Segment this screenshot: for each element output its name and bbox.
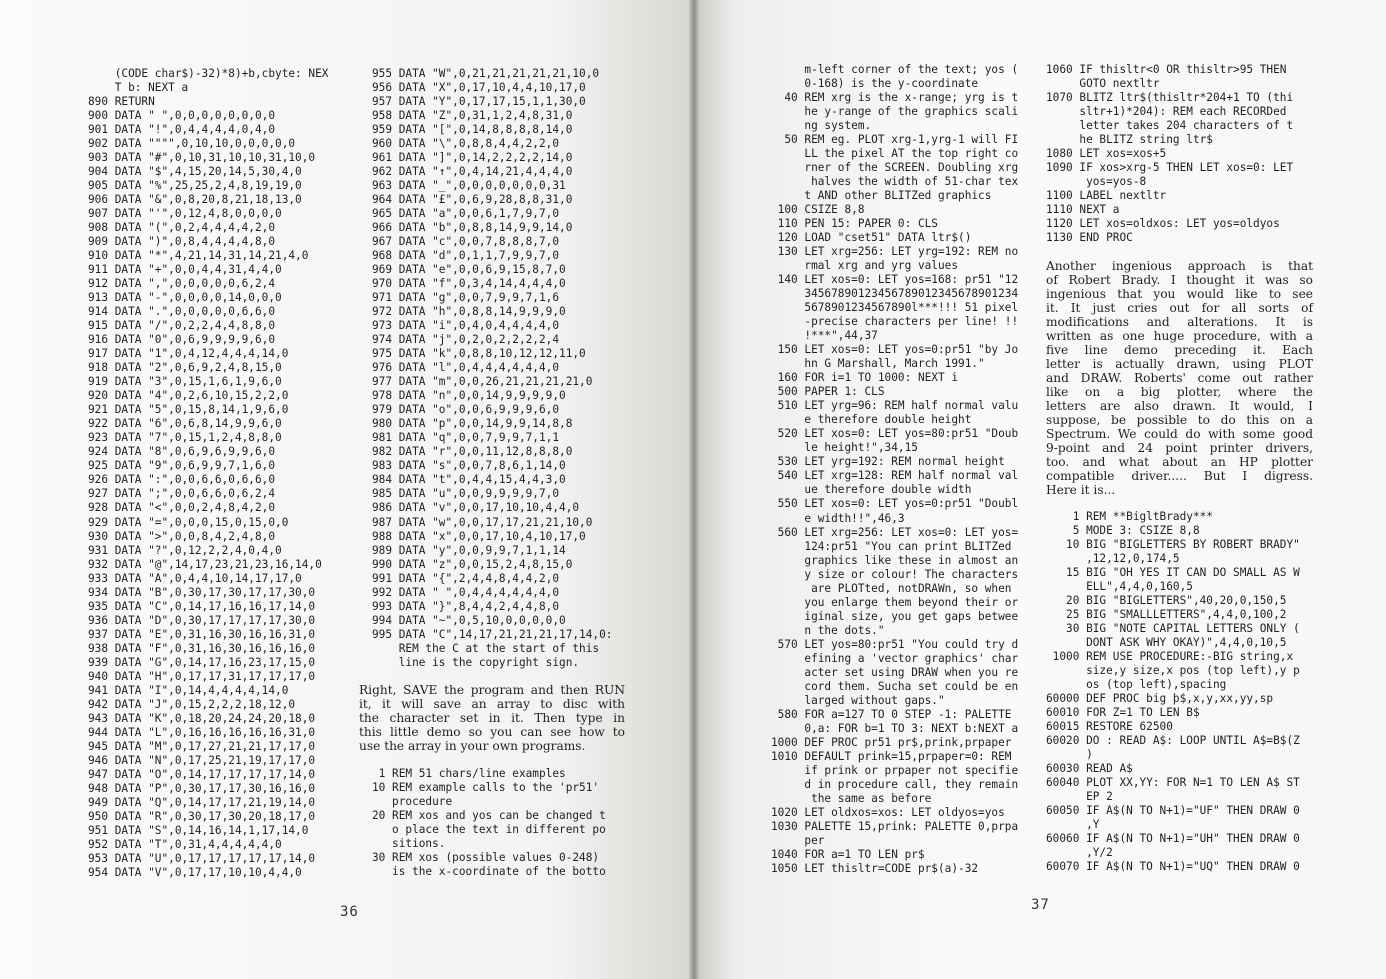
text-line: 40 REM xrg is the x-range; yrg is t	[771, 91, 1019, 105]
text-line: 931 DATA "?",0,12,2,2,4,0,4,0	[88, 543, 282, 557]
text-line: ingenious that you would like to see	[1046, 287, 1313, 302]
left-prose-paragraph	[359, 683, 625, 753]
text-line: 977 DATA "m",0,0,26,21,21,21,21,0	[372, 375, 593, 389]
text-line: 500 PAPER 1: CLS	[771, 385, 885, 399]
text-line: 914 DATA ".",0,0,0,0,0,6,6,0	[88, 305, 276, 319]
text-line: 60010 FOR Z=1 TO LEN B$	[1046, 706, 1200, 720]
text-line: 970 DATA "f",0,3,4,14,4,4,4,0	[372, 277, 566, 291]
text-line: GOTO nextltr	[1046, 77, 1160, 91]
text-line: 961 DATA "]",0,14,2,2,2,2,14,0	[372, 151, 573, 165]
text-line: 910 DATA "*",4,21,14,31,14,21,4,0	[88, 249, 309, 263]
text-line: 939 DATA "G",0,14,17,16,23,17,15,0	[88, 655, 316, 669]
left-code-column-1	[88, 67, 360, 880]
text-line: 980 DATA "p",0,0,14,9,9,14,8,8	[372, 417, 573, 431]
text-line: 947 DATA "O",0,14,17,17,17,17,14,0	[88, 767, 316, 781]
text-line: 912 DATA ",",0,0,0,0,0,6,2,4	[88, 277, 276, 291]
text-line: n the dots."	[771, 623, 885, 637]
text-line: 60000 DEF PROC big þ$,x,y,xx,yy,sp	[1046, 692, 1274, 706]
text-line: 520 LET xos=0: LET yos=80:pr51 "Doub	[771, 427, 1019, 441]
text-line: 988 DATA "x",0,0,17,10,4,10,17,0	[372, 529, 586, 543]
text-line: of Robert Brady. I thought it was so	[1046, 273, 1313, 288]
text-line: ,12,12,0,174,5	[1046, 552, 1180, 566]
text-line: 60060 IF A$(N TO N+1)="UH" THEN DRAW 0	[1046, 832, 1300, 846]
text-line: os (top left),spacing	[1046, 678, 1227, 692]
text-line: 10 BIG "BIGLETTERS BY ROBERT BRADY"	[1046, 538, 1300, 552]
text-line: 923 DATA "7",0,15,1,2,4,8,8,0	[88, 431, 282, 445]
text-line: sitions.	[372, 837, 446, 851]
text-line: 900 DATA " ",0,0,0,0,0,0,0,0	[88, 109, 276, 123]
text-line: 956 DATA "X",0,17,10,4,4,10,17,0	[372, 81, 586, 95]
text-line: 964 DATA "£",0,6,9,28,8,8,31,0	[372, 193, 573, 207]
text-line: 953 DATA "U",0,17,17,17,17,17,14,0	[88, 851, 316, 865]
text-line: 1130 END PROC	[1046, 231, 1133, 245]
text-line: per	[771, 833, 825, 847]
text-line: )	[1046, 748, 1093, 762]
text-line: 969 DATA "e",0,0,6,9,15,8,7,0	[372, 263, 566, 277]
text-line: 944 DATA "L",0,16,16,16,16,16,31,0	[88, 725, 316, 739]
text-line: letter takes 204 characters of t	[1046, 119, 1294, 133]
text-line: 932 DATA "@",14,17,23,21,23,16,14,0	[88, 557, 322, 571]
text-line: ,Y/2	[1046, 846, 1113, 860]
text-line: 1000 REM USE PROCEDURE:-BIG string,x	[1046, 650, 1294, 664]
text-line: y size or colour! The characters	[771, 567, 1019, 581]
text-line: 1 REM **BigltBrady***	[1046, 510, 1213, 523]
text-line: ELL",4,4,0,160,5	[1046, 580, 1193, 594]
text-line: 34567890123456789012345678901234	[771, 287, 1019, 301]
text-line: 934 DATA "B",0,30,17,30,17,17,30,0	[88, 585, 316, 599]
text-line: 966 DATA "b",0,8,8,14,9,9,14,0	[372, 221, 573, 235]
right-code-column-2	[1046, 63, 1346, 245]
text-line: the character set in it. Then type in	[359, 711, 625, 726]
text-line: m-left corner of the text; yos (	[771, 63, 1019, 76]
text-line: 925 DATA "9",0,6,9,9,7,1,6,0	[88, 459, 276, 473]
text-line: 1010 DEFAULT prink=15,prpaper=0: REM	[771, 749, 1012, 763]
text-line: 560 LET xrg=256: LET xos=0: LET yos=	[771, 525, 1019, 539]
text-line: halves the width of 51-char tex	[771, 175, 1019, 189]
text-line: DONT ASK WHY OKAY)",4,4,0,10,5	[1046, 636, 1287, 650]
text-line: procedure	[372, 795, 453, 809]
text-line: letters are also drawn. It would, I	[1046, 399, 1313, 414]
text-line: 983 DATA "s",0,0,7,8,6,1,14,0	[372, 459, 566, 473]
text-line: 950 DATA "R",0,30,17,30,20,18,17,0	[88, 809, 316, 823]
text-line: 965 DATA "a",0,0,6,1,7,9,7,0	[372, 207, 560, 221]
text-line: 1070 BLITZ ltr$(thisltr*204+1 TO (thi	[1046, 91, 1294, 105]
text-line: 917 DATA "1",0,4,12,4,4,4,14,0	[88, 347, 289, 361]
text-line: 100 CSIZE 8,8	[771, 203, 865, 217]
text-line: 945 DATA "M",0,17,27,21,21,17,17,0	[88, 739, 316, 753]
text-line: larged without gaps."	[771, 693, 945, 707]
text-line: 903 DATA "#",0,10,31,10,10,31,10,0	[88, 151, 316, 165]
text-line: acter set using DRAW when you re	[771, 665, 1019, 679]
text-line: 530 LET yrg=192: REM normal height	[771, 455, 1005, 469]
text-line: 984 DATA "t",0,4,4,15,4,4,3,0	[372, 473, 566, 487]
text-line: 15 BIG "OH YES IT CAN DO SMALL AS W	[1046, 566, 1300, 580]
left-code-listing-demo	[372, 767, 672, 879]
text-line: this little demo so you can see how to	[359, 725, 625, 740]
text-line: 963 DATA "_",0,0,0,0,0,0,0,31	[372, 179, 566, 193]
text-line: modifications and alterations. It is	[1046, 315, 1313, 330]
text-line: 5 MODE 3: CSIZE 8,8	[1046, 524, 1200, 538]
text-line: 1030 PALETTE 15,prink: PALETTE 0,prpa	[771, 819, 1019, 833]
text-line: 981 DATA "q",0,0,7,9,9,7,1,1	[372, 431, 560, 445]
text-line: 1060 IF thisltr<0 OR thisltr>95 THEN	[1046, 63, 1287, 76]
text-line: 922 DATA "6",0,6,8,14,9,9,6,0	[88, 417, 282, 431]
text-line: 978 DATA "n",0,0,14,9,9,9,9,0	[372, 389, 566, 403]
text-line: 140 LET xos=0: LET yos=168: pr51 "12	[771, 273, 1019, 287]
text-line: 955 DATA "W",0,21,21,21,21,21,10,0	[372, 67, 600, 80]
text-line: 1100 LABEL nextltr	[1046, 189, 1167, 203]
text-line: 941 DATA "I",0,14,4,4,4,4,14,0	[88, 683, 289, 697]
text-line: ue therefore double width	[771, 483, 972, 497]
text-line: 60070 IF A$(N TO N+1)="UQ" THEN DRAW 0	[1046, 860, 1300, 874]
text-line: 1090 IF xos>xrg-5 THEN LET xos=0: LET	[1046, 161, 1294, 175]
text-line: EP 2	[1046, 790, 1113, 804]
text-line: 952 DATA "T",0,31,4,4,4,4,4,0	[88, 837, 282, 851]
text-line: 921 DATA "5",0,15,8,14,1,9,6,0	[88, 403, 289, 417]
text-line: 993 DATA "}",8,4,4,2,4,4,8,0	[372, 599, 560, 613]
text-line: 938 DATA "F",0,31,16,30,16,16,16,0	[88, 641, 316, 655]
text-line: !***",44,37	[771, 329, 878, 343]
text-line: 936 DATA "D",0,30,17,17,17,17,30,0	[88, 613, 316, 627]
text-line: 540 LET xrg=128: REM half normal val	[771, 469, 1019, 483]
page-number-right: 37	[1031, 897, 1050, 913]
text-line: too. and what about an HP plotter	[1046, 455, 1313, 470]
text-line: 1 REM 51 chars/line examples	[372, 767, 566, 780]
text-line: he BLITZ string ltr$	[1046, 133, 1213, 147]
text-line: rmal xrg and yrg values	[771, 259, 959, 273]
text-line: 948 DATA "P",0,30,17,17,30,16,16,0	[88, 781, 316, 795]
right-prose-paragraph	[1046, 259, 1313, 497]
text-line: 890 RETURN	[88, 95, 155, 109]
text-line: is the x-coordinate of the botto	[372, 865, 606, 879]
text-line: 937 DATA "E",0,31,16,30,16,16,31,0	[88, 627, 316, 641]
text-line: 0-168) is the y-coordinate	[771, 77, 979, 91]
text-line: like on a big plotter, where the	[1046, 385, 1313, 400]
text-line: 915 DATA "/",0,2,2,4,4,8,8,0	[88, 319, 276, 333]
text-line: cord them. Sucha set could be en	[771, 679, 1019, 693]
text-line: 971 DATA "g",0,0,7,9,9,7,1,6	[372, 291, 560, 305]
text-line: sltr+1)*204): REM each RECORDed	[1046, 105, 1287, 119]
text-line: 1110 NEXT a	[1046, 203, 1120, 217]
text-line: efining a 'vector graphics' char	[771, 651, 1019, 665]
text-line: 60040 PLOT XX,YY: FOR N=1 TO LEN A$ ST	[1046, 776, 1300, 790]
text-line: 949 DATA "Q",0,14,17,17,21,19,14,0	[88, 795, 316, 809]
text-line: 1050 LET thisltr=CODE pr$(a)-32	[771, 861, 979, 875]
text-line: 0,a: FOR b=1 TO 3: NEXT b:NEXT a	[771, 721, 1019, 735]
text-line: 60015 RESTORE 62500	[1046, 720, 1173, 734]
text-line: 50 REM eg. PLOT xrg-1,yrg-1 will FI	[771, 133, 1019, 147]
text-line: 908 DATA "(",0,2,4,4,4,4,2,0	[88, 221, 276, 235]
text-line: 985 DATA "u",0,0,9,9,9,9,7,0	[372, 487, 560, 501]
text-line: e width!!",46,3	[771, 511, 905, 525]
text-line: 974 DATA "j",0,2,0,2,2,2,2,4	[372, 333, 560, 347]
text-line: 942 DATA "J",0,15,2,2,2,18,12,0	[88, 697, 296, 711]
text-line: 907 DATA "'",0,12,4,8,0,0,0,0	[88, 207, 282, 221]
text-line: you enlarge them beyond their or	[771, 595, 1019, 609]
text-line: yos=yos-8	[1046, 175, 1147, 189]
text-line: 960 DATA "\",0,8,8,4,4,2,2,0	[372, 137, 560, 151]
text-line: 957 DATA "Y",0,17,17,15,1,1,30,0	[372, 95, 586, 109]
text-line: 967 DATA "c",0,0,7,8,8,8,7,0	[372, 235, 560, 249]
text-line: 935 DATA "C",0,14,17,16,16,17,14,0	[88, 599, 316, 613]
text-line: are PLOTted, notDRAWn, so when	[771, 581, 1012, 595]
text-line: d in procedure call, they remain	[771, 777, 1019, 791]
text-line: five line demo preceding it. Each	[1046, 343, 1313, 358]
text-line: compatible driver..... But I digress.	[1046, 469, 1313, 484]
text-line: 9-point and 24 point printer drivers,	[1046, 441, 1313, 456]
text-line: REM the C at the start of this	[372, 641, 600, 655]
text-line: use the array in your own programs.	[359, 739, 586, 754]
text-line: 120 LOAD "cset51" DATA ltr$()	[771, 231, 972, 245]
text-line: 60050 IF A$(N TO N+1)="UF" THEN DRAW 0	[1046, 804, 1300, 818]
text-line: line is the copyright sign.	[372, 655, 580, 669]
text-line: 959 DATA "[",0,14,8,8,8,8,14,0	[372, 123, 573, 137]
text-line: 930 DATA ">",0,0,8,4,2,4,8,0	[88, 529, 276, 543]
text-line: 926 DATA ":",0,0,6,6,0,6,6,0	[88, 473, 276, 487]
text-line: o place the text in different po	[372, 823, 606, 837]
text-line: 60030 READ A$	[1046, 762, 1133, 776]
text-line: 124:pr51 "You can print BLITZed	[771, 539, 1012, 553]
text-line: LL the pixel AT the top right co	[771, 147, 1019, 161]
text-line: 904 DATA "$",4,15,20,14,5,30,4,0	[88, 165, 302, 179]
text-line: 916 DATA "0",0,6,9,9,9,9,6,0	[88, 333, 276, 347]
text-line: 954 DATA "V",0,17,17,10,10,4,4,0	[88, 865, 302, 879]
text-line: 20 BIG "BIGLETTERS",40,20,0,150,5	[1046, 594, 1287, 608]
text-line: Here it is...	[1046, 483, 1116, 498]
text-line: 994 DATA "~",0,5,10,0,0,0,0,0	[372, 613, 566, 627]
text-line: 5678901234567890l***!!! 51 pixel	[771, 301, 1019, 315]
text-line: le height!",34,15	[771, 441, 918, 455]
text-line: 130 LET xrg=256: LET yrg=192: REM no	[771, 245, 1019, 259]
text-line: 1000 DEF PROC pr51 pr$,prink,prpaper	[771, 735, 1012, 749]
text-line: 982 DATA "r",0,0,11,12,8,8,8,0	[372, 445, 573, 459]
text-line: 30 REM xos (possible values 0-248)	[372, 851, 600, 865]
text-line: 906 DATA "&",0,8,20,8,21,18,13,0	[88, 193, 302, 207]
text-line: 580 FOR a=127 TO 0 STEP -1: PALETTE	[771, 707, 1012, 721]
right-code-column-1	[771, 63, 1046, 876]
text-line: 928 DATA "<",0,0,2,4,8,4,2,0	[88, 501, 276, 515]
text-line: 986 DATA "v",0,0,17,10,10,4,4,0	[372, 501, 580, 515]
text-line: 991 DATA "{",2,4,4,8,4,4,2,0	[372, 571, 560, 585]
text-line: ng system.	[771, 119, 872, 133]
text-line: 946 DATA "N",0,17,25,21,19,17,17,0	[88, 753, 316, 767]
text-line: suppose, be possible to do this on a	[1046, 413, 1313, 428]
text-line: 10 REM example calls to the 'pr51'	[372, 781, 600, 795]
right-code-listing-bigletters	[1046, 510, 1346, 874]
text-line: 975 DATA "k",0,8,8,10,12,12,11,0	[372, 347, 586, 361]
text-line: 25 BIG "SMALLLETTERS",4,4,0,100,2	[1046, 608, 1287, 622]
text-line: 989 DATA "y",0,0,9,9,7,1,1,14	[372, 543, 566, 557]
text-line: 973 DATA "i",0,4,0,4,4,4,4,0	[372, 319, 560, 333]
text-line: 1080 LET xos=xos+5	[1046, 147, 1167, 161]
text-line: -precise characters per line! !!	[771, 315, 1019, 329]
text-line: size,y size,x pos (top left),y p	[1046, 664, 1300, 678]
text-line: 929 DATA "=",0,0,0,15,0,15,0,0	[88, 515, 289, 529]
text-line: 995 DATA "C",14,17,21,21,21,17,14,0:	[372, 627, 613, 641]
text-line: 901 DATA "!",0,4,4,4,4,0,4,0	[88, 123, 276, 137]
text-line: Spectrum. We could do with some good	[1046, 427, 1313, 442]
text-line: 933 DATA "A",0,4,4,10,14,17,17,0	[88, 571, 302, 585]
text-line: 920 DATA "4",0,2,6,10,15,2,2,0	[88, 389, 289, 403]
text-line: T b: NEXT a	[88, 81, 189, 95]
text-line: ,Y	[1046, 818, 1100, 832]
text-line: 990 DATA "z",0,0,15,2,4,8,15,0	[372, 557, 573, 571]
text-line: iginal size, you get gaps betwee	[771, 609, 1019, 623]
text-line: 927 DATA ";",0,0,6,6,0,6,2,4	[88, 487, 276, 501]
book-gutter	[689, 0, 699, 979]
text-line: 902 DATA """",0,10,10,0,0,0,0,0	[88, 137, 296, 151]
text-line: 979 DATA "o",0,0,6,9,9,9,6,0	[372, 403, 560, 417]
text-line: 30 BIG "NOTE CAPITAL LETTERS ONLY (	[1046, 622, 1300, 636]
text-line: 924 DATA "8",0,6,9,6,9,9,6,0	[88, 445, 276, 459]
text-line: 150 LET xos=0: LET yos=0:pr51 "by Jo	[771, 343, 1019, 357]
text-line: 550 LET xos=0: LET yos=0:pr51 "Doubl	[771, 497, 1019, 511]
text-line: 110 PEN 15: PAPER 0: CLS	[771, 217, 938, 231]
text-line: 987 DATA "w",0,0,17,17,21,21,10,0	[372, 515, 593, 529]
text-line: e therefore double height	[771, 413, 972, 427]
text-line: letter is actually drawn, using PLOT	[1046, 357, 1313, 372]
text-line: hn G Marshall, March 1991."	[771, 357, 985, 371]
text-line: 918 DATA "2",0,6,9,2,4,8,15,0	[88, 361, 282, 375]
text-line: he y-range of the graphics scali	[771, 105, 1019, 119]
text-line: 992 DATA " ",0,4,4,4,4,4,4,0	[372, 585, 560, 599]
text-line: t AND other BLITZed graphics	[771, 189, 992, 203]
text-line: rner of the SCREEN. Doubling xrg	[771, 161, 1019, 175]
text-line: 943 DATA "K",0,18,20,24,24,20,18,0	[88, 711, 316, 725]
text-line: 962 DATA "↑",0,4,14,21,4,4,4,0	[372, 165, 573, 179]
text-line: written as one huge procedure, with a	[1046, 329, 1313, 344]
text-line: Another ingenious approach is that	[1046, 259, 1313, 273]
text-line: 913 DATA "-",0,0,0,0,14,0,0,0	[88, 291, 282, 305]
left-code-column-2	[372, 67, 672, 670]
page-number-left: 36	[340, 904, 359, 920]
text-line: graphics like these in almost an	[771, 553, 1019, 567]
text-line: 972 DATA "h",0,8,8,14,9,9,9,0	[372, 305, 566, 319]
text-line: 510 LET yrg=96: REM half normal valu	[771, 399, 1019, 413]
text-line: 160 FOR i=1 TO 1000: NEXT i	[771, 371, 959, 385]
text-line: 951 DATA "S",0,14,16,14,1,17,14,0	[88, 823, 309, 837]
text-line: (CODE char$)-32)*8)+b,cbyte: NEX	[88, 67, 329, 80]
text-line: if prink or prpaper not specifie	[771, 763, 1019, 777]
text-line: 1020 LET oldxos=xos: LET oldyos=yos	[771, 805, 1005, 819]
text-line: 919 DATA "3",0,15,1,6,1,9,6,0	[88, 375, 282, 389]
text-line: the same as before	[771, 791, 932, 805]
text-line: Right, SAVE the program and then RUN	[359, 683, 625, 697]
text-line: 1120 LET xos=oldxos: LET yos=oldyos	[1046, 217, 1280, 231]
text-line: 1040 FOR a=1 TO LEN pr$	[771, 847, 925, 861]
text-line: 911 DATA "+",0,0,4,4,31,4,4,0	[88, 263, 282, 277]
text-line: 909 DATA ")",0,8,4,4,4,4,8,0	[88, 235, 276, 249]
text-line: it. It just cries out for all sorts of	[1046, 301, 1313, 316]
text-line: 570 LET yos=80:pr51 "You could try d	[771, 637, 1019, 651]
text-line: 958 DATA "Z",0,31,1,2,4,8,31,0	[372, 109, 573, 123]
text-line: 20 REM xos and yos can be changed t	[372, 809, 606, 823]
text-line: 940 DATA "H",0,17,17,31,17,17,17,0	[88, 669, 316, 683]
right-page	[693, 0, 1386, 979]
text-line: it, it will save an array to disc with	[359, 697, 625, 712]
text-line: 976 DATA "l",0,4,4,4,4,4,4,0	[372, 361, 560, 375]
text-line: and DRAW. Roberts' come out rather	[1046, 371, 1313, 386]
text-line: 905 DATA "%",25,25,2,4,8,19,19,0	[88, 179, 302, 193]
text-line: 60020 DO : READ A$: LOOP UNTIL A$=B$(Z	[1046, 734, 1300, 748]
text-line: 968 DATA "d",0,1,1,7,9,9,7,0	[372, 249, 560, 263]
